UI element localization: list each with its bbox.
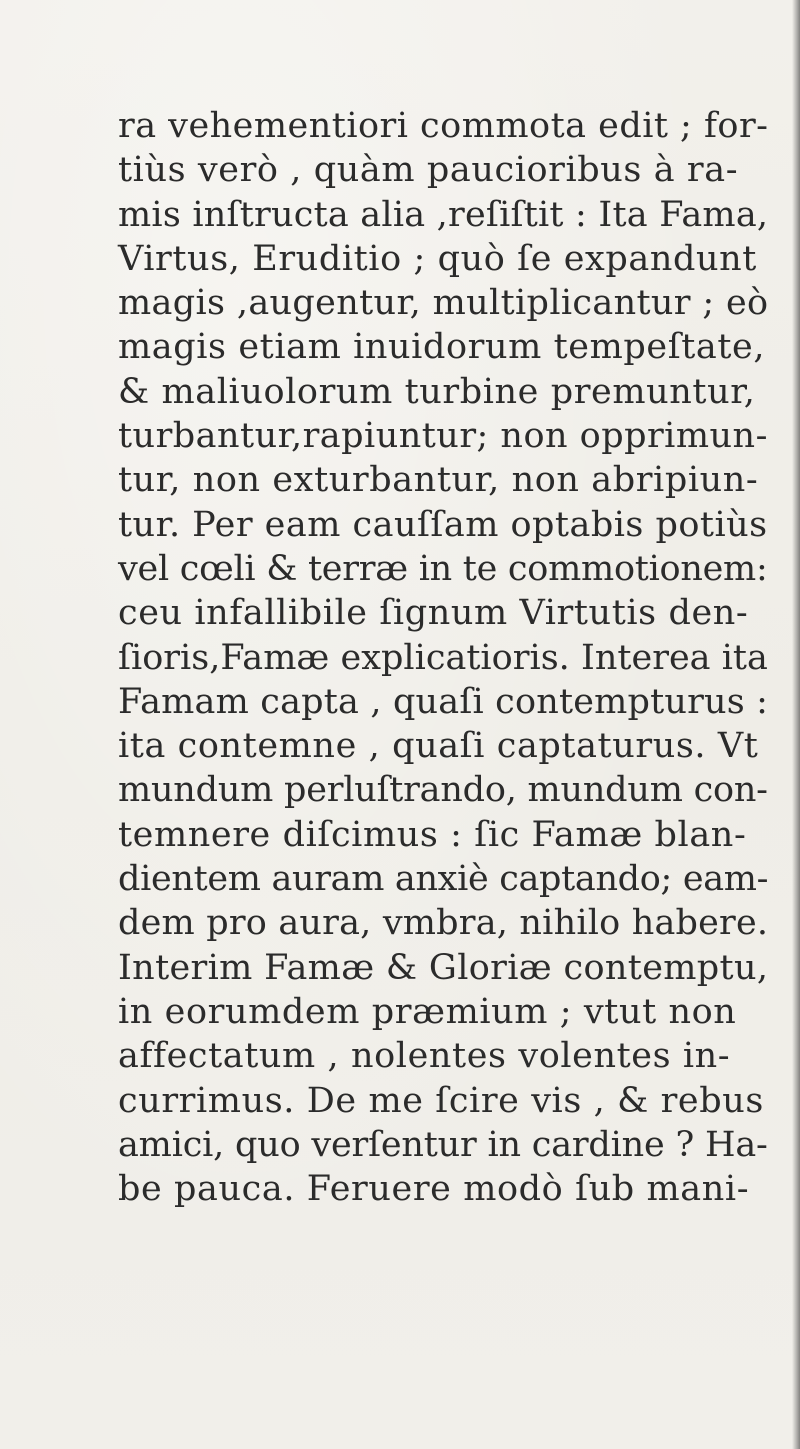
text-line-18: dientem auram anxiè captando; eam- (118, 859, 769, 900)
text-line-24: amici, quo verſentur in cardine ? Ha- (118, 1124, 768, 1165)
text-line-19: dem pro aura, vmbra, nihilo habere. (118, 903, 769, 944)
text-line-22: affectatum , nolentes volentes in- (118, 1036, 731, 1077)
text-line-2: tiùs verò , quàm paucioribus à ra- (118, 150, 739, 191)
text-line-12: ceu infallibile ſignum Virtutis den- (118, 593, 749, 634)
text-line-1: ra vehementiori commota edit ; for- (118, 106, 769, 146)
text-line-13: ſioris,Famæ explicatioris. Interea ita (118, 637, 768, 678)
text-line-16: mundum perluſtrando, mundum con- (118, 770, 768, 811)
text-line-17: temnere diſcimus : ſic Famæ blan- (118, 814, 747, 855)
text-line-25: be pauca. Feruere modò ſub mani- (118, 1169, 750, 1210)
text-line-8: turbantur,rapiuntur; non opprimun- (118, 416, 768, 457)
text-line-3: mis inſtructa alia ,reſiſtit : Ita Fama, (118, 194, 769, 235)
text-line-21: in eorumdem præmium ; vtut non (118, 991, 737, 1032)
page-edge-shadow (792, 0, 800, 1449)
text-line-5: magis ,augentur, multiplicantur ; eò (118, 283, 769, 324)
text-line-6: magis etiam inuidorum tempeſtate, (118, 327, 766, 368)
text-line-23: currimus. De me ſcire vis , & rebus (118, 1080, 764, 1121)
text-line-20: Interim Famæ & Gloriæ contemptu, (118, 947, 769, 988)
text-line-15: ita contemne , quaſi captaturus. Vt (118, 726, 759, 767)
text-line-4: Virtus, Eruditio ; quò ſe expandunt (118, 238, 757, 279)
text-line-11: vel cœli & terræ in te commotionem: (118, 548, 768, 589)
text-line-7: & maliuolorum turbine premuntur, (118, 371, 756, 412)
text-line-9: tur, non exturbantur, non abripiun- (118, 460, 759, 501)
text-line-14: Famam capta , quaſi contempturus : (118, 681, 769, 722)
body-text (118, 104, 768, 1211)
text-line-10: tur. Per eam cauſſam optabis potiùs (118, 504, 768, 545)
